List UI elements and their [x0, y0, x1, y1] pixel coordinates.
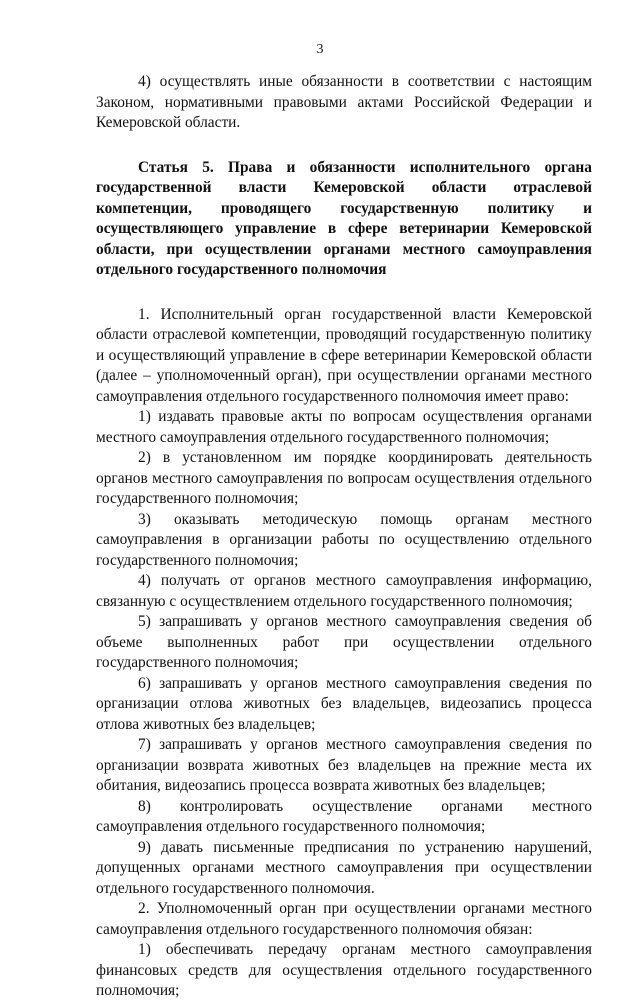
intro-item: 4) осуществлять иные обязанности в соответствии с настоящим Законом, нормативными правовыми актами Российской Федерации и Кемеровской области.: [96, 73, 592, 131]
rights-item: 2) в установленном им порядке координировать деятельность органов местного самоуправления по вопросам осуществления отдельного государственного полномочия;: [96, 449, 592, 507]
page-number: 3: [316, 42, 324, 57]
rights-item: 6) запрашивать у органов местного самоуправления сведения по организации отлова животных без владельцев, видеозапись процесса отлова животных без владельцев;: [96, 674, 592, 733]
paragraph-2: 2. Уполномоченный орган при осуществлении органами местного самоуправления отдельного государственного полномочия обязан:: [96, 900, 592, 938]
article-heading: Статья 5. Права и обязанности исполнительного органа государственной власти Кемеровской области отраслевой компетенции, проводящего государственную политику и осуществляющего управление в сфере ветеринарии Кемеровской области, при осуществлении органами местного самоуправления отдельного государственного полномочия: [96, 158, 592, 278]
duties-item: 1) обеспечивать передачу органам местного самоуправления финансовых средств для осуществления отдельного государственного полномочия;: [96, 941, 592, 999]
rights-item: 8) контролировать осуществление органами местного самоуправления отдельного государственного полномочия;: [96, 797, 592, 835]
rights-item: 3) оказывать методическую помощь органам местного самоуправления в организации работы по осуществлению отдельного государственного полномочия;: [96, 510, 592, 569]
rights-item: 1) издавать правовые акты по вопросам осуществления органами местного самоуправления отдельного государственного полномочия;: [96, 408, 592, 446]
rights-item: 5) запрашивать у органов местного самоуправления сведения об объеме выполненных работ при осуществлении отдельного государственного полномочия;: [96, 613, 592, 671]
rights-item: 4) получать от органов местного самоуправления информацию, связанную с осуществлением отдельного государственного полномочия;: [96, 572, 592, 610]
document-body: [96, 72, 592, 1002]
rights-item: 7) запрашивать у органов местного самоуправления сведения по организации возврата животных без владельцев на прежние места их обитания, видеозапись процесса возврата животных без владельцев;: [96, 736, 592, 794]
rights-item: 9) давать письменные предписания по устранению нарушений, допущенных органами местного самоуправления при осуществлении отдельного государственного полномочия.: [96, 838, 592, 897]
paragraph-1: 1. Исполнительный орган государственной власти Кемеровской области отраслевой компетенции, проводящий государственную политику и осуществляющий управление в сфере ветеринарии Кемеровской области (далее – уполномоченный орган), при осуществлении органами местного самоуправления отдельного государственного полномочия имеет право:: [96, 305, 592, 405]
